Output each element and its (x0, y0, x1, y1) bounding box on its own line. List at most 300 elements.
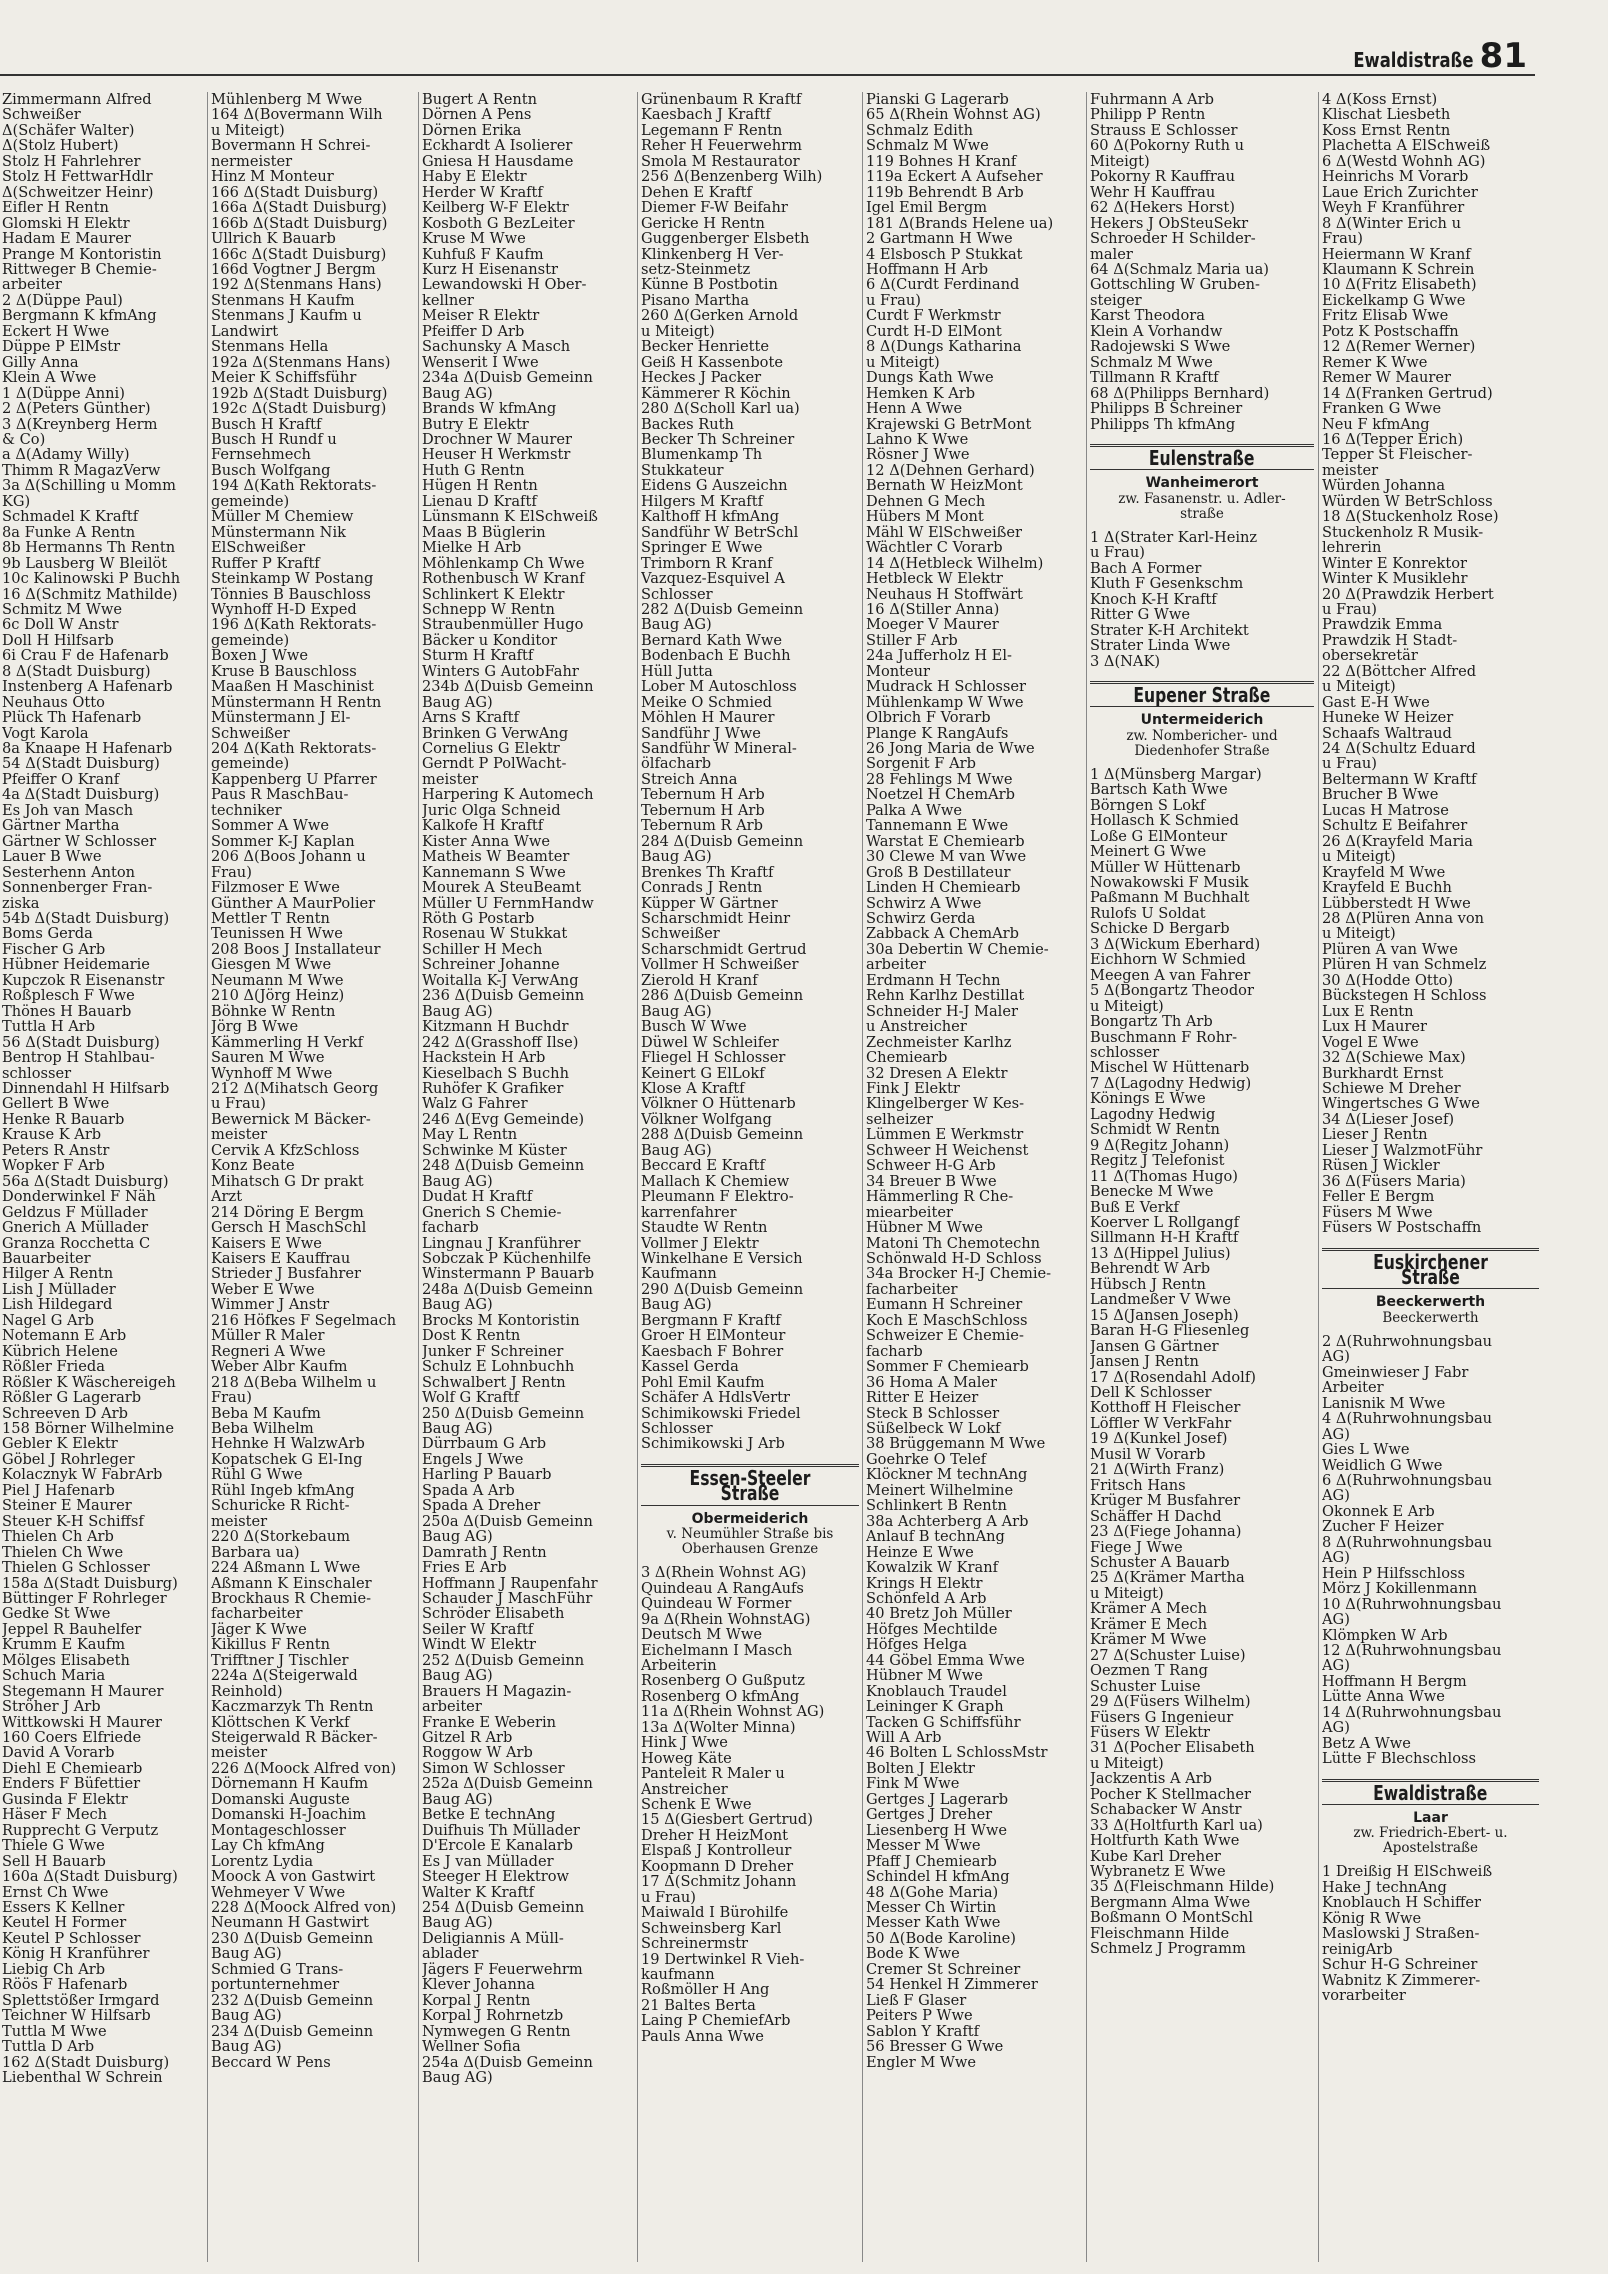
directory-entry: Dehen E Kraftf (641, 184, 752, 201)
directory-entry: Gnerich A Müllader (2, 1220, 149, 1236)
directory-entry: Krämer E Mech (1090, 1616, 1208, 1633)
street-heading: Ewaldistraße (1322, 1779, 1539, 1805)
directory-entry: Heuser H Werkmstr (422, 447, 571, 463)
directory-entry: Brands W kfmAng (422, 401, 557, 417)
directory-entry: Kopatschek G El-Ing (211, 1451, 363, 1468)
directory-entry: Gericke H Rentn (641, 215, 765, 232)
directory-entry: 8 Δ(Dungs Katharina (866, 339, 1022, 355)
directory-entry: 20 Δ(Prawdzik Herbert (1322, 586, 1494, 602)
directory-entry: Schiewe M Dreher (1322, 1081, 1461, 1097)
directory-entry: Bergmann F Kraftf (641, 1312, 781, 1329)
directory-entry: Wimmer J Anstr (211, 1297, 330, 1313)
directory-entry: Kaesbach J Kraftf (641, 107, 771, 123)
directory-entry: Mettler T Rentn (211, 911, 330, 927)
directory-entry: Schreinermstr (641, 1936, 749, 1952)
directory-entry: Nymwegen G Rentn (422, 2023, 571, 2040)
directory-entry: Lorentz Lydia (211, 1853, 314, 1870)
directory-entry: Koch E MaschSchloss (866, 1312, 1028, 1329)
directory-entry: Schmalz M Wwe (866, 138, 989, 154)
directory-entry: Mourek A SteuBeamt (422, 880, 582, 896)
directory-entry: Lish Hildegard (2, 1297, 113, 1313)
directory-entry: Gertges J Lagerarb (866, 1791, 1009, 1808)
directory-entry: Bode K Wwe (866, 1946, 960, 1962)
directory-entry: Fritz Elisab Wwe (1322, 308, 1449, 324)
directory-entry: 30 Δ(Hodde Otto) (1322, 972, 1454, 989)
directory-entry: 17 Δ(Schmitz Johann (641, 1874, 797, 1890)
directory-entry: Rößler Frieda (2, 1359, 105, 1375)
directory-entry: Domanski Auguste (211, 1791, 350, 1808)
directory-entry: 218 Δ(Beba Wilhelm u (211, 1374, 377, 1391)
directory-entry: Wingertsches G Wwe (1322, 1096, 1480, 1112)
directory-entry: 54 Henkel H Zimmerer (866, 1977, 1038, 1993)
directory-entry: Würden Johanna (1322, 478, 1446, 494)
directory-entry: Smola M Restaurator (641, 153, 800, 170)
directory-entry: Müller U FernmHandw (422, 895, 594, 912)
directory-entry: 194 Δ(Kath Rektorats- (211, 478, 377, 494)
directory-entry: Liebenthal W Schrein (2, 2070, 163, 2086)
directory-entry: Bongartz Th Arb (1090, 1014, 1213, 1030)
directory-entry: Franken G Wwe (1322, 401, 1442, 417)
directory-entry: Schaafs Waltraud (1322, 725, 1452, 742)
directory-entry: Simon W Schlosser (422, 1760, 565, 1777)
directory-entry: 12 Δ(Dehnen Gerhard) (866, 462, 1035, 479)
directory-entry: Fernsehmech (211, 447, 311, 463)
directory-entry: Moock A von Gastwirt (211, 1869, 376, 1885)
street-description: v. Neumühler Straße bis Oberhausen Grenze (666, 1526, 834, 1558)
directory-entry: Kupczok R Eisenanstr (2, 972, 165, 989)
directory-entry: Mähl W ElSchweißer (866, 524, 1023, 541)
directory-entry: Pfaff J Chemiearb (866, 1853, 997, 1870)
directory-entry: Kruse B Bauschloss (211, 663, 357, 680)
directory-entry: Franke E Weberin (422, 1714, 557, 1731)
directory-entry: 64 Δ(Schmalz Maria ua) (1090, 261, 1269, 278)
directory-entry: Schweißer (211, 725, 290, 742)
directory-entry: Gmeinwieser J Fabr (1322, 1364, 1469, 1381)
directory-entry: Baug AG) (422, 1915, 493, 1931)
directory-entry: schlosser (1090, 1045, 1160, 1061)
directory-entry: Sonnenberger Fran- (2, 880, 153, 896)
directory-entry: Remer K Wwe (1322, 354, 1428, 371)
directory-entry: 15 Δ(Jansen Joseph) (1090, 1307, 1239, 1324)
directory-entry: Bergmann K kfmAng (2, 308, 157, 324)
directory-entry: 6 Δ(Westd Wohnh AG) (1322, 153, 1486, 170)
directory-entry: Schweizer E Chemie- (866, 1328, 1024, 1344)
directory-entry: Jackzentis A Arb (1090, 1771, 1212, 1787)
directory-entry: u Anstreicher (866, 1019, 967, 1035)
directory-entry: Krämer M Wwe (1090, 1632, 1207, 1648)
directory-entry: Fuhrmann A Arb (1090, 92, 1214, 108)
directory-entry: u Miteigt) (1322, 926, 1396, 942)
directory-entry: Stolz H Fahrlehrer (2, 153, 141, 170)
directory-entry: Schneider H-J Maler (866, 1003, 1018, 1020)
directory-entry: Hake J technAng (1322, 1879, 1447, 1896)
directory-entry: Steigerwald R Bäcker- (211, 1730, 378, 1746)
directory-entry: 10 Δ(Ruhrwohnungsbau (1322, 1596, 1502, 1613)
directory-entry: D'Ercole E Kanalarb (422, 1838, 573, 1854)
directory-entry: Stuckenholz R Musik- (1322, 524, 1484, 541)
directory-entry: 6 Δ(Curdt Ferdinand (866, 277, 1020, 293)
directory-entry: 256 Δ(Benzenberg Wilh) (641, 169, 823, 185)
directory-entry: Konz Beate (211, 1158, 295, 1174)
directory-entry: 2 Δ(Düppe Paul) (2, 292, 123, 309)
directory-entry: Wittkowski H Maurer (2, 1714, 162, 1731)
directory-entry: 119 Bohnes H Kranf (866, 153, 1017, 170)
directory-entry: 12 Δ(Ruhrwohnungsbau (1322, 1642, 1502, 1659)
directory-entry: 8a Knaape H Hafenarb (2, 741, 173, 757)
directory-entry: u Miteigt) (211, 122, 285, 139)
district-name: Wanheimerort (1145, 475, 1259, 492)
directory-entry: Schönwald H-D Schloss (866, 1250, 1042, 1267)
directory-entry: Kuhfuß F Kaufm (422, 246, 544, 262)
directory-entry: Palka A Wwe (866, 802, 963, 819)
directory-entry: Kitzmann H Buchdr (422, 1019, 569, 1035)
directory-entry: Kurz H Eisenanstr (422, 261, 558, 278)
directory-entry: Schweer H-G Arb (866, 1158, 996, 1174)
directory-entry: Backes Ruth (641, 416, 734, 432)
directory-entry: Jansen G Gärtner (1090, 1338, 1219, 1355)
directory-entry: Lauer B Wwe (2, 849, 102, 865)
directory-entry: Winters G AutobFahr (422, 663, 579, 680)
directory-entry: Lieser J WalzmotFühr (1322, 1142, 1483, 1159)
directory-entry: Kister Anna Wwe (422, 833, 550, 850)
directory-entry: Baug AG) (422, 1791, 493, 1808)
directory-entry: Schweißer (641, 926, 720, 942)
directory-columns (0, 92, 1535, 2262)
directory-entry: 38 Brüggemann M Wwe (866, 1436, 1046, 1452)
directory-entry: Buß E Verkf (1090, 1199, 1179, 1215)
directory-entry: Schwirz A Wwe (866, 895, 982, 912)
directory-entry: Laing P ChemiefArb (641, 2013, 791, 2029)
directory-entry: Baug AG) (422, 1420, 493, 1437)
directory-entry: Prawdzik Emma (1322, 617, 1443, 633)
directory-entry: Heckes J Packer (641, 370, 762, 386)
directory-entry: 19 Δ(Kunkel Josef) (1090, 1431, 1228, 1447)
directory-entry: 4 Elsbosch P Stukkat (866, 246, 1023, 262)
directory-entry: Woitalla K-J VerwAng (422, 972, 579, 989)
directory-entry: kaufmann (641, 1967, 715, 1983)
directory-entry: Schweißer (2, 107, 81, 123)
directory-entry: Peters R Anstr (2, 1142, 110, 1159)
directory-entry: Quindeau A RangAufs (641, 1580, 804, 1597)
directory-entry: reinigArb (1322, 1941, 1393, 1958)
directory-entry: Loße G ElMonteur (1090, 828, 1228, 845)
directory-entry: 16 Δ(Tepper Erich) (1322, 431, 1464, 448)
directory-entry: Dehnen G Mech (866, 493, 986, 510)
directory-entry: Weber Albr Kaufm (211, 1359, 348, 1375)
street-heading: Eulenstraße (1090, 444, 1314, 470)
directory-entry: maler (1090, 246, 1133, 262)
directory-entry: Hübner M Wwe (866, 1220, 983, 1236)
directory-entry: Wopker F Arb (2, 1158, 105, 1174)
directory-entry: Baug AG) (641, 1297, 712, 1313)
directory-entry: Granza Rocchetta C (2, 1235, 151, 1251)
directory-entry: Messer M Wwe (866, 1838, 981, 1854)
directory-entry: Baran H-G Fliesenleg (1090, 1323, 1250, 1339)
directory-entry: Blumenkamp Th (641, 447, 763, 463)
directory-entry: Mallach K Chemiew (641, 1173, 790, 1190)
directory-entry: Bauarbeiter (2, 1250, 91, 1267)
directory-entry: 212 Δ(Mihatsch Georg (211, 1081, 379, 1097)
directory-entry: Klein A Wwe (2, 370, 97, 386)
directory-entry: Baug AG) (422, 694, 493, 711)
directory-entry: Lagodny Hedwig (1090, 1106, 1216, 1123)
directory-entry: Schroeder H Schilder- (1090, 231, 1256, 247)
directory-entry: Kolacznyk W FabrArb (2, 1467, 163, 1483)
directory-entry: Krayfeld M Wwe (1322, 864, 1446, 881)
directory-entry: Hein P Hilfsschloss (1322, 1565, 1465, 1582)
directory-entry: Meinert G Wwe (1090, 844, 1207, 860)
directory-entry: Liesenberg H Wwe (866, 1822, 1007, 1839)
directory-entry: Krämer A Mech (1090, 1601, 1207, 1617)
directory-entry: Frau) (1322, 231, 1363, 247)
directory-entry: Beba M Kaufm (211, 1405, 321, 1421)
directory-entry: Müller R Maler (211, 1328, 325, 1344)
directory-entry: Korpal J Rentn (422, 1992, 531, 2009)
directory-entry: 9 Δ(Regitz Johann) (1090, 1137, 1230, 1154)
directory-entry: Gertges J Dreher (866, 1807, 993, 1823)
directory-entry: Prawdzik H Stadt- (1322, 632, 1458, 649)
directory-entry: a Δ(Adamy Willy) (2, 447, 130, 463)
directory-entry: Wehr H Kauffrau (1090, 184, 1216, 201)
directory-entry: Dörnemann H Kaufm (211, 1776, 369, 1792)
directory-entry: Pfeiffer D Arb (422, 323, 525, 340)
column-6 (1086, 92, 1314, 2262)
directory-entry: Hübsch J Rentn (1090, 1276, 1206, 1293)
directory-entry: Spada A Arb (422, 1482, 515, 1499)
directory-entry: 206 Δ(Boos Johann u (211, 849, 366, 865)
directory-entry: Baug AG) (422, 2070, 493, 2086)
directory-entry: Thielen Ch Arb (2, 1529, 114, 1545)
directory-entry: Lieser J Rentn (1322, 1127, 1428, 1143)
directory-entry: 38a Achterberg A Arb (866, 1513, 1029, 1530)
directory-entry: Brucher B Wwe (1322, 787, 1439, 803)
directory-entry: Diemer F-W Beifahr (641, 200, 788, 216)
directory-entry: 254 Δ(Duisb Gemeinn (422, 1900, 585, 1916)
directory-entry: Bolten J Elektr (866, 1760, 975, 1777)
directory-entry: Heinze E Wwe (866, 1544, 974, 1561)
directory-entry: 31 Δ(Pocher Elisabeth (1090, 1740, 1255, 1756)
directory-entry: Schenk E Wwe (641, 1797, 752, 1813)
directory-entry: Rühl Ingeb kfmAng (211, 1482, 355, 1499)
district-name: Obermeiderich (691, 1510, 809, 1527)
directory-entry: 68 Δ(Philipps Bernhard) (1090, 385, 1270, 402)
directory-entry: Baug AG) (641, 617, 712, 633)
directory-entry: Pokorny R Kauffrau (1090, 169, 1235, 185)
directory-entry: nermeister (211, 153, 293, 170)
directory-entry: Plüren A van Wwe (1322, 941, 1458, 958)
directory-entry: Schmied G Trans- (211, 1961, 344, 1978)
directory-entry: Völkner O Hüttenarb (641, 1096, 796, 1112)
directory-entry: Schlosser (641, 1420, 713, 1437)
directory-entry: Deutsch M Wwe (641, 1627, 763, 1643)
directory-entry: Hilgers M Kraftf (641, 493, 763, 510)
directory-entry: Kikillus F Rentn (211, 1637, 330, 1653)
directory-entry: setz-Steinmetz (641, 261, 751, 278)
directory-entry: 284 Δ(Duisb Gemeinn (641, 833, 804, 850)
directory-entry: Noetzel H ChemArb (866, 787, 1015, 803)
directory-entry: facharbeiter (866, 1281, 958, 1298)
directory-entry: Seiler W Kraftf (422, 1621, 534, 1638)
directory-entry: Schuch Maria (2, 1668, 106, 1684)
directory-entry: 29 Δ(Füsers Wilhelm) (1090, 1694, 1251, 1710)
directory-entry: Eckert H Wwe (2, 323, 110, 340)
column-4 (637, 92, 859, 2262)
directory-entry: 60 Δ(Pokorny Ruth u (1090, 138, 1245, 154)
directory-entry: Klein A Vorhandw (1090, 323, 1223, 340)
directory-entry: Sobczak P Küchenhilfe (422, 1250, 591, 1267)
directory-entry: techniker (211, 802, 282, 819)
column-top-entries (1322, 92, 1539, 1236)
directory-entry: Meinert Wilhelmine (866, 1482, 1014, 1499)
directory-entry: 24 Δ(Schultz Eduard (1322, 741, 1476, 757)
directory-entry: Klöttschen K Verkf (211, 1714, 350, 1731)
directory-entry: Schmadel K Kraftf (2, 509, 139, 525)
directory-entry: Hoffmann J Raupenfahr (422, 1575, 598, 1591)
directory-entry: Bugert A Rentn (422, 92, 538, 108)
directory-entry: 14 Δ(Franken Gertrud) (1322, 385, 1493, 402)
directory-entry: 204 Δ(Kath Rektorats- (211, 741, 377, 757)
directory-entry: Kappenberg U Pfarrer (211, 771, 377, 788)
directory-entry: Böhnke W Rentn (211, 1003, 336, 1020)
directory-entry: 11a Δ(Rhein Wohnst AG) (641, 1704, 825, 1720)
directory-entry: Wehmeyer V Wwe (211, 1884, 346, 1901)
directory-entry: Junker F Schreiner (422, 1343, 564, 1360)
directory-entry: Schur H-G Schreiner (1322, 1957, 1478, 1973)
directory-entry: Potz K Postschaffn (1322, 323, 1459, 340)
directory-entry: 36 Homa A Maler (866, 1374, 998, 1391)
directory-entry: Tebernum H Arb (641, 802, 765, 819)
directory-entry: Erdmann H Techn (866, 972, 1001, 989)
directory-entry: Monteur (866, 663, 931, 680)
directory-entry: Eumann H Schreiner (866, 1297, 1023, 1313)
directory-entry: Mudrack H Schlosser (866, 679, 1026, 695)
directory-entry: Münstermann J El- (211, 710, 351, 726)
directory-entry: Howeg Käte (641, 1750, 732, 1767)
directory-entry: Scharschmidt Gertrud (641, 941, 807, 958)
directory-entry: 26 Jong Maria de Wwe (866, 741, 1035, 757)
directory-entry: Holtfurth Kath Wwe (1090, 1833, 1240, 1849)
directory-entry: Meiser R Elektr (422, 308, 540, 324)
directory-entry: Busch Wolfgang (211, 462, 331, 479)
directory-entry: Rößler K Wäschereigeh (2, 1374, 176, 1391)
page-header (0, 38, 1535, 76)
directory-entry: Steiner E Maurer (2, 1498, 132, 1514)
column-1 (2, 92, 205, 2262)
directory-entry: Sablon Y Kraftf (866, 2023, 980, 2040)
directory-entry: Δ(Stolz Hubert) (2, 138, 119, 154)
directory-entry: Rösner J Wwe (866, 447, 970, 463)
directory-entry: Grünenbaum R Kraftf (641, 92, 802, 108)
directory-entry: Winkelhane E Versich (641, 1250, 803, 1267)
directory-entry: 158a Δ(Stadt Duisburg) (2, 1575, 178, 1591)
directory-entry: Kalthoff H kfmAng (641, 509, 780, 525)
directory-entry: Fischer G Arb (2, 941, 106, 958)
directory-entry: Fliegel H Schlosser (641, 1050, 786, 1066)
directory-entry: Wynhoff M Wwe (211, 1065, 333, 1081)
directory-entry: Damrath J Rentn (422, 1544, 547, 1561)
directory-entry: Möhlen H Maurer (641, 710, 775, 726)
directory-entry: Schäffer H Dachd (1090, 1508, 1222, 1525)
directory-entry: Elspaß J Kontrolleur (641, 1843, 792, 1859)
directory-entry: Hübers M Mont (866, 509, 984, 525)
directory-entry: Gedke St Wwe (2, 1606, 111, 1622)
directory-entry: Schuricke R Richt- (211, 1498, 350, 1514)
directory-entry: 254a Δ(Duisb Gemeinn (422, 2054, 593, 2070)
directory-entry: Sauren M Wwe (211, 1050, 325, 1066)
directory-entry: Lux H Maurer (1322, 1019, 1427, 1035)
directory-entry: Heiermann W Kranf (1322, 246, 1471, 262)
directory-entry: 248 Δ(Duisb Gemeinn (422, 1158, 585, 1174)
directory-entry: Bentrop H Stahlbau- (2, 1050, 155, 1066)
directory-entry: Trimborn R Kranf (641, 555, 773, 572)
directory-entry: Harpering K Automech (422, 787, 594, 803)
directory-entry: Vogt Karola (2, 725, 89, 742)
directory-entry: karrenfahrer (641, 1204, 737, 1221)
directory-entry: arbeiter (422, 1699, 482, 1715)
directory-entry: 192a Δ(Stenmans Hans) (211, 354, 391, 371)
directory-entry: Kowalzik W Kranf (866, 1560, 999, 1576)
directory-entry: 224 Aßmann L Wwe (211, 1560, 361, 1576)
directory-entry: Rosenberg O Gußputz (641, 1673, 805, 1689)
directory-entry: Müller W Hüttenarb (1090, 859, 1241, 876)
directory-entry: Piel J Hafenarb (2, 1482, 115, 1499)
directory-entry: Ruffer P Kraftf (211, 555, 320, 572)
directory-entry: Eickelkamp G Wwe (1322, 292, 1466, 309)
directory-entry: Plange K RangAufs (866, 725, 1009, 742)
directory-entry: Roßmöller H Ang (641, 1982, 770, 1998)
directory-entry: lehrerin (1322, 540, 1382, 556)
directory-entry: 192b Δ(Stadt Duisburg) (211, 385, 388, 402)
directory-entry: 15 Δ(Giesbert Gertrud) (641, 1812, 813, 1828)
directory-entry: Stiller F Arb (866, 632, 958, 649)
directory-entry: u Miteigt) (1322, 679, 1396, 695)
directory-entry: Küpper W Gärtner (641, 895, 778, 912)
directory-entry: Schwinke M Küster (422, 1142, 567, 1159)
directory-entry: 4a Δ(Stadt Duisburg) (2, 787, 160, 803)
directory-entry: Hoffmann H Bergm (1322, 1673, 1467, 1690)
directory-entry: Laue Erich Zurichter (1322, 184, 1478, 201)
directory-entry: Dudat H Kraftf (422, 1189, 533, 1205)
directory-entry: Duifhuis Th Müllader (422, 1822, 580, 1839)
directory-entry: König H Kranführer (2, 1946, 150, 1962)
directory-entry: AG) (1322, 1612, 1350, 1628)
directory-entry: Es J van Müllader (422, 1853, 554, 1870)
directory-entry: 8 Δ(Stadt Duisburg) (2, 663, 151, 680)
directory-entry: Hübner M Wwe (866, 1668, 983, 1684)
directory-entry: Tebernum R Arb (641, 818, 763, 834)
directory-entry: Krings H Elektr (866, 1575, 983, 1591)
directory-entry: 166 Δ(Stadt Duisburg) (211, 184, 379, 201)
directory-entry: Teichner W Hilfsarb (2, 2008, 151, 2024)
directory-entry: Gies L Wwe (1322, 1442, 1410, 1458)
directory-entry: Röös F Hafenarb (2, 1977, 128, 1993)
directory-entry: Eichelmann I Masch (641, 1642, 793, 1658)
directory-entry: Dürrbaum G Arb (422, 1436, 547, 1452)
directory-entry: Becker Th Schreiner (641, 431, 795, 448)
directory-entry: Pianski G Lagerarb (866, 92, 1009, 108)
directory-entry: AG) (1322, 1426, 1350, 1443)
directory-entry: Tepper St Fleischer- (1322, 447, 1473, 463)
directory-entry: Keinert G ElLokf (641, 1065, 765, 1081)
directory-entry: Lübberstedt H Wwe (1322, 895, 1471, 912)
directory-entry: Kruse M Wwe (422, 231, 526, 247)
directory-entry: 28 Δ(Plüren Anna von (1322, 911, 1485, 927)
directory-entry: Gniesa H Hausdame (422, 153, 574, 170)
directory-entry: Kaisers E Wwe (211, 1235, 322, 1251)
directory-entry: Schmalz Edith (866, 122, 974, 139)
directory-entry: 19 Dertwinkel R Vieh- (641, 1951, 805, 1968)
directory-entry: Geldzus F Müllader (2, 1204, 148, 1221)
